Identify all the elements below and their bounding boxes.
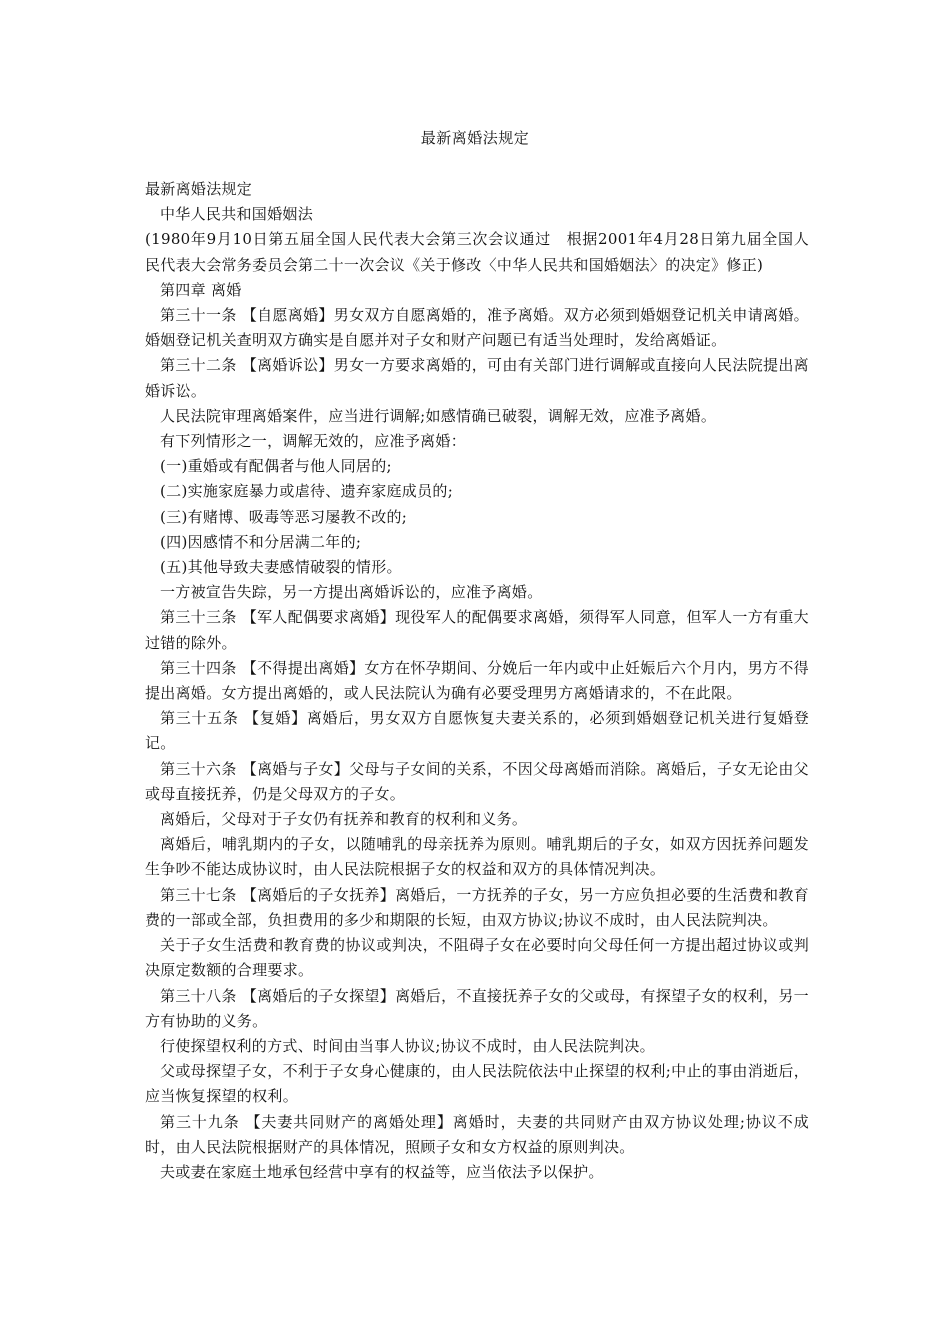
document-paragraph: 第三十五条 【复婚】离婚后，男女双方自愿恢复夫妻关系的，必须到婚姻登记机关进行复婚登记。 xyxy=(145,709,809,753)
document-paragraph: 第三十六条 【离婚与子女】父母与子女间的关系，不因父母离婚而消除。离婚后，子女无论由父或母直接抚养，仍是父母双方的子女。 xyxy=(145,759,809,803)
document-paragraph: 第三十九条 【夫妻共同财产的离婚处理】离婚时，夫妻的共同财产由双方协议处理;协议不成时，由人民法院根据财产的具体情况，照顾子女和女方权益的原则判决。 xyxy=(145,1112,809,1156)
document-paragraph: 人民法院审理离婚案件，应当进行调解;如感情确已破裂，调解无效，应准予离婚。 xyxy=(160,406,717,425)
document-paragraph: (1980年9月10日第五届全国人民代表大会第三次会议通过 根据2001年4月28日第九届全国人民代表大会常务委员会第二十一次会议《关于修改〈中华人民共和国婚姻法〉的决定》修正) xyxy=(145,230,809,274)
document-body xyxy=(145,177,809,1185)
document-paragraph: 第三十三条 【军人配偶要求离婚】现役军人的配偶要求离婚，须得军人同意，但军人一方有重大过错的除外。 xyxy=(145,608,809,652)
document-paragraph: 最新离婚法规定 xyxy=(145,180,253,198)
document-paragraph: (二)实施家庭暴力或虐待、遗弃家庭成员的; xyxy=(160,482,454,501)
document-paragraph: (四)因感情不和分居满二年的; xyxy=(160,532,362,551)
document-paragraph: 关于子女生活费和教育费的协议或判决，不阻碍子女在必要时向父母任何一方提出超过协议或判决原定数额的合理要求。 xyxy=(145,936,809,980)
document-paragraph: 第三十四条 【不得提出离婚】女方在怀孕期间、分娩后一年内或中止妊娠后六个月内，男方不得提出离婚。女方提出离婚的，或人民法院认为确有必要受理男方离婚请求的，不在此限。 xyxy=(145,658,809,703)
document-paragraph: 有下列情形之一，调解无效的，应准予离婚： xyxy=(160,432,467,451)
document-paragraph: 中华人民共和国婚姻法 xyxy=(160,205,314,224)
document-paragraph: 父或母探望子女，不利于子女身心健康的，由人民法院依法中止探望的权利;中止的事由消逝后，应当恢复探望的权利。 xyxy=(145,1062,809,1106)
document-paragraph: (五)其他导致夫妻感情破裂的情形。 xyxy=(160,558,402,577)
document-paragraph: 夫或妻在家庭土地承包经营中享有的权益等，应当依法予以保护。 xyxy=(160,1162,604,1181)
document-paragraph: (一)重婚或有配偶者与他人同居的; xyxy=(160,457,392,476)
document-paragraph: 一方被宣告失踪，另一方提出离婚诉讼的，应准予离婚。 xyxy=(160,583,543,602)
document-paragraph: 离婚后，哺乳期内的子女，以随哺乳的母亲抚养为原则。哺乳期后的子女，如双方因抚养问题发生争吵不能达成协议时，由人民法院根据子女的权益和双方的具体情况判决。 xyxy=(145,835,809,879)
document-paragraph: 第四章 离婚 xyxy=(160,280,242,299)
document-paragraph: 第三十一条 【自愿离婚】男女双方自愿离婚的，准予离婚。双方必须到婚姻登记机关申请离婚。婚姻登记机关查明双方确实是自愿并对子女和财产问题已有适当处理时，发给离婚证。 xyxy=(145,306,809,350)
document-paragraph: 第三十八条 【离婚后的子女探望】离婚后，不直接抚养子女的父或母，有探望子女的权利，另一方有协助的义务。 xyxy=(145,986,809,1030)
document-paragraph: 行使探望权利的方式、时间由当事人协议;协议不成时，由人民法院判决。 xyxy=(160,1036,655,1055)
document-paragraph: 第三十二条 【离婚诉讼】男女一方要求离婚的，可由有关部门进行调解或直接向人民法院提出离婚诉讼。 xyxy=(145,356,809,400)
document-paragraph: (三)有赌博、吸毒等恶习屡教不改的; xyxy=(160,507,408,526)
document-paragraph: 离婚后，父母对于子女仍有抚养和教育的权利和义务。 xyxy=(160,810,528,829)
document-title: 最新离婚法规定 xyxy=(420,129,530,147)
document-paragraph: 第三十七条 【离婚后的子女抚养】离婚后，一方抚养的子女，另一方应负担必要的生活费和教育费的一部或全部，负担费用的多少和期限的长短，由双方协议;协议不成时，由人民法院判决。 xyxy=(145,885,809,929)
